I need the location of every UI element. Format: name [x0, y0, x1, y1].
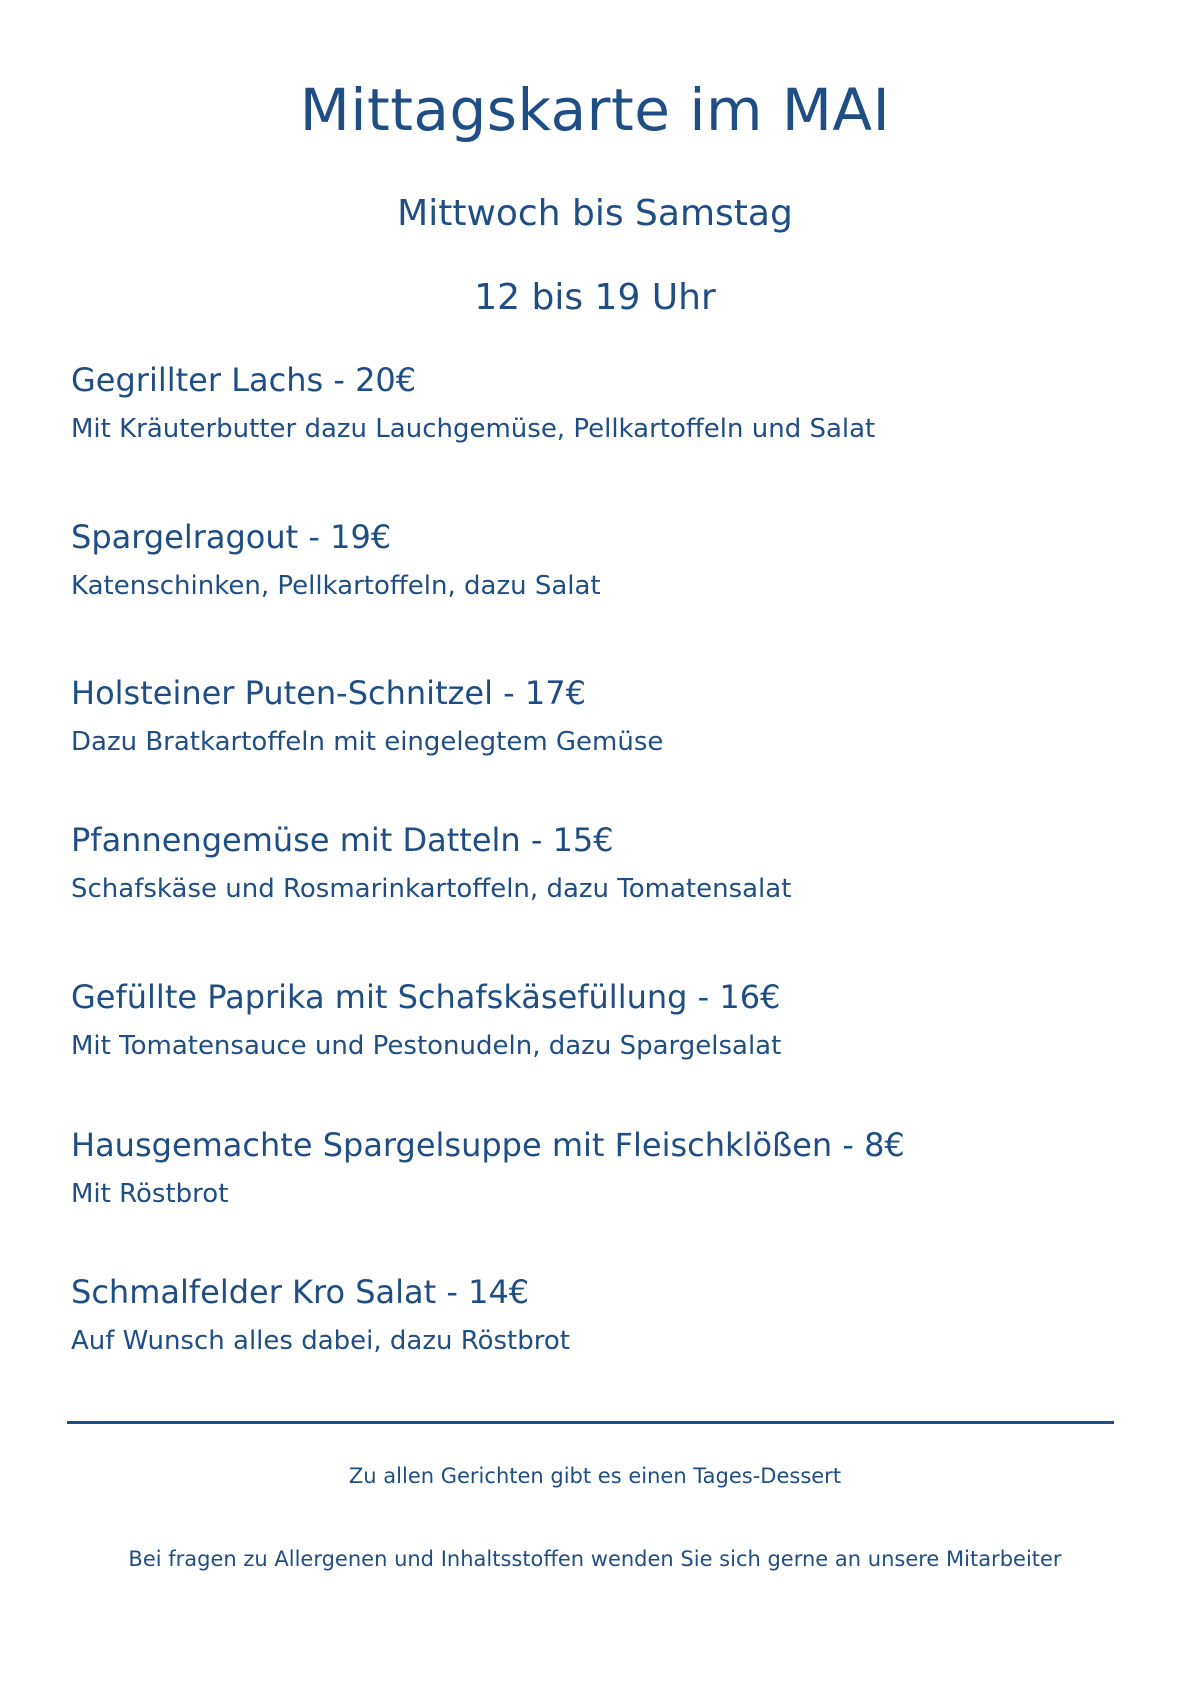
- menu-item-description: Mit Kräuterbutter dazu Lauchgemüse, Pellkartoffeln und Salat: [71, 414, 876, 444]
- menu-item: [71, 977, 1121, 1063]
- dessert-note: Zu allen Gerichten gibt es einen Tages-Dessert: [348, 1464, 842, 1488]
- allergen-note: Bei fragen zu Allergenen und Inhaltsstoffen wenden Sie sich gerne an unsere Mitarbeiter: [128, 1547, 1062, 1571]
- footer-divider: [67, 1421, 1114, 1424]
- menu-item: [71, 517, 1121, 603]
- menu-item-description: Auf Wunsch alles dabei, dazu Röstbrot: [71, 1326, 570, 1356]
- menu-item-title: Gegrillter Lachs - 20€: [71, 361, 417, 399]
- page-title: Mittagskarte im MAI: [299, 76, 891, 144]
- menu-item: [71, 360, 1121, 446]
- menu-item-title: Gefüllte Paprika mit Schafskäsefüllung - 16€: [71, 978, 781, 1016]
- menu-item-title: Hausgemachte Spargelsuppe mit Fleischklößen - 8€: [71, 1126, 905, 1164]
- menu-item-title: Spargelragout - 19€: [71, 518, 392, 556]
- menu-item-description: Dazu Bratkartoffeln mit eingelegtem Gemüse: [71, 727, 664, 757]
- menu-item-title: Holsteiner Puten-Schnitzel - 17€: [71, 674, 586, 712]
- menu-item: [71, 1125, 1121, 1211]
- menu-item-title: Pfannengemüse mit Datteln - 15€: [71, 821, 614, 859]
- opening-days: Mittwoch bis Samstag: [397, 193, 793, 234]
- menu-item-title: Schmalfelder Kro Salat - 14€: [71, 1273, 530, 1311]
- menu-item: [71, 1272, 1121, 1358]
- menu-item-description: Katenschinken, Pellkartoffeln, dazu Salat: [71, 571, 601, 601]
- menu-item-description: Mit Röstbrot: [71, 1179, 229, 1209]
- menu-item: [71, 820, 1121, 906]
- opening-hours: 12 bis 19 Uhr: [474, 277, 716, 318]
- menu-item-description: Mit Tomatensauce und Pestonudeln, dazu Spargelsalat: [71, 1031, 782, 1061]
- menu-item-description: Schafskäse und Rosmarinkartoffeln, dazu Tomatensalat: [71, 874, 792, 904]
- menu-item: [71, 673, 1121, 759]
